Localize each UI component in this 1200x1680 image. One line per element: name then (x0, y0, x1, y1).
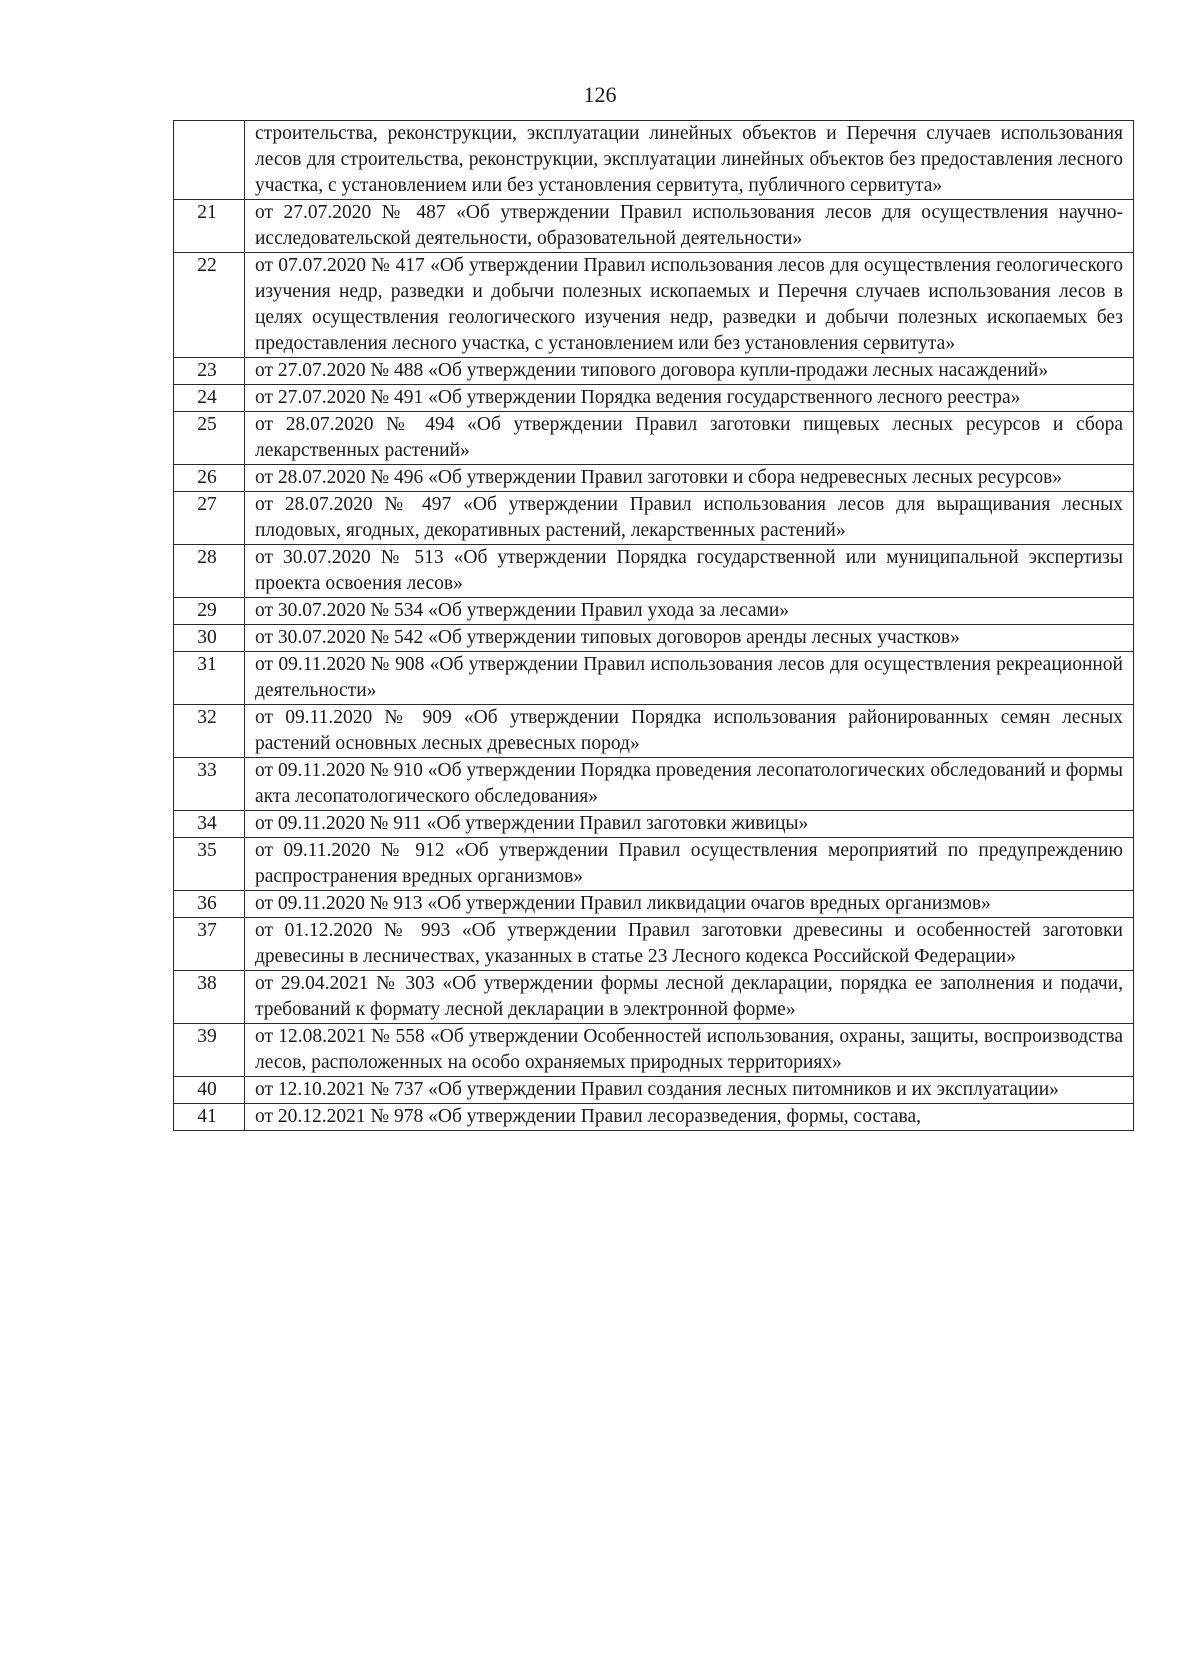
row-text: от 09.11.2020 № 912 «Об утверждении Правил осуществления мероприятий по предупреждению распространения вредных организмов» (245, 838, 1134, 891)
table-row (174, 652, 1134, 705)
table-row (174, 838, 1134, 891)
row-text: строительства, реконструкции, эксплуатации линейных объектов и Перечня случаев использования лесов для строительства, реконструкции, эксплуатации линейных объектов без предоставления лесного участка, с установлением или без установления сервитута, публичного сервитута» (245, 121, 1134, 200)
row-number: 26 (174, 465, 245, 492)
row-text: от 30.07.2020 № 513 «Об утверждении Порядка государственной или муниципальной экспертизы проекта освоения лесов» (245, 545, 1134, 598)
row-number: 29 (174, 598, 245, 625)
table-row (174, 1077, 1134, 1104)
row-text: от 09.11.2020 № 909 «Об утверждении Порядка использования районированных семян лесных растений основных лесных древесных пород» (245, 705, 1134, 758)
table-row (174, 971, 1134, 1024)
table-row (174, 465, 1134, 492)
row-number: 39 (174, 1024, 245, 1077)
table-row (174, 1024, 1134, 1077)
row-text: от 29.04.2021 № 303 «Об утверждении формы лесной декларации, порядка ее заполнения и подачи, требований к формату лесной декларации в электронной форме» (245, 971, 1134, 1024)
row-number: 30 (174, 625, 245, 652)
row-number: 25 (174, 412, 245, 465)
row-number: 37 (174, 918, 245, 971)
table-row (174, 492, 1134, 545)
row-text: от 28.07.2020 № 494 «Об утверждении Правил заготовки пищевых лесных ресурсов и сбора лекарственных растений» (245, 412, 1134, 465)
row-text: от 12.10.2021 № 737 «Об утверждении Правил создания лесных питомников и их эксплуатации» (245, 1077, 1134, 1104)
table-row (174, 385, 1134, 412)
row-number: 35 (174, 838, 245, 891)
row-text: от 20.12.2021 № 978 «Об утверждении Правил лесоразведения, формы, состава, (245, 1104, 1134, 1131)
row-text: от 07.07.2020 № 417 «Об утверждении Правил использования лесов для осуществления геологического изучения недр, разведки и добычи полезных ископаемых и Перечня случаев использования лесов в целях осуществления геологического изучения недр, разведки и добычи полезных ископаемых без предоставления лесного участка, с установлением или без установления сервитута» (245, 253, 1134, 358)
row-number: 31 (174, 652, 245, 705)
row-number: 36 (174, 891, 245, 918)
table-row (174, 412, 1134, 465)
legal-acts-table (173, 120, 1134, 1131)
row-text: от 12.08.2021 № 558 «Об утверждении Особенностей использования, охраны, защиты, воспроизводства лесов, расположенных на особо охраняемых природных территориях» (245, 1024, 1134, 1077)
row-number: 28 (174, 545, 245, 598)
row-number (174, 121, 245, 200)
row-text: от 09.11.2020 № 911 «Об утверждении Правил заготовки живицы» (245, 811, 1134, 838)
table-row (174, 918, 1134, 971)
table-row (174, 200, 1134, 253)
row-number: 24 (174, 385, 245, 412)
table-row (174, 253, 1134, 358)
row-text: от 28.07.2020 № 497 «Об утверждении Правил использования лесов для выращивания лесных плодовых, ягодных, декоративных растений, лекарственных растений» (245, 492, 1134, 545)
row-number: 32 (174, 705, 245, 758)
table-row (174, 1104, 1134, 1131)
row-number: 27 (174, 492, 245, 545)
table-row (174, 891, 1134, 918)
row-number: 41 (174, 1104, 245, 1131)
row-number: 22 (174, 253, 245, 358)
table-row (174, 358, 1134, 385)
row-text: от 30.07.2020 № 534 «Об утверждении Правил ухода за лесами» (245, 598, 1134, 625)
table-row (174, 705, 1134, 758)
table-row (174, 598, 1134, 625)
row-text: от 27.07.2020 № 491 «Об утверждении Порядка ведения государственного лесного реестра» (245, 385, 1134, 412)
row-text: от 28.07.2020 № 496 «Об утверждении Правил заготовки и сбора недревесных лесных ресурсов» (245, 465, 1134, 492)
table-row (174, 121, 1134, 200)
table-row (174, 625, 1134, 652)
row-text: от 09.11.2020 № 908 «Об утверждении Правил использования лесов для осуществления рекреационной деятельности» (245, 652, 1134, 705)
row-text: от 09.11.2020 № 910 «Об утверждении Порядка проведения лесопатологических обследований и формы акта лесопатологического обследования» (245, 758, 1134, 811)
row-text: от 27.07.2020 № 488 «Об утверждении типового договора купли-продажи лесных насаждений» (245, 358, 1134, 385)
table-row (174, 758, 1134, 811)
page-number: 126 (583, 82, 617, 107)
row-text: от 01.12.2020 № 993 «Об утверждении Правил заготовки древесины и особенностей заготовки древесины в лесничествах, указанных в статье 23 Лесного кодекса Российской Федерации» (245, 918, 1134, 971)
row-number: 23 (174, 358, 245, 385)
row-text: от 30.07.2020 № 542 «Об утверждении типовых договоров аренды лесных участков» (245, 625, 1134, 652)
row-number: 40 (174, 1077, 245, 1104)
row-number: 21 (174, 200, 245, 253)
row-number: 34 (174, 811, 245, 838)
row-text: от 09.11.2020 № 913 «Об утверждении Правил ликвидации очагов вредных организмов» (245, 891, 1134, 918)
row-text: от 27.07.2020 № 487 «Об утверждении Правил использования лесов для осуществления научно-исследовательской деятельности, образовательной деятельности» (245, 200, 1134, 253)
row-number: 33 (174, 758, 245, 811)
row-number: 38 (174, 971, 245, 1024)
table-row (174, 545, 1134, 598)
table-row (174, 811, 1134, 838)
